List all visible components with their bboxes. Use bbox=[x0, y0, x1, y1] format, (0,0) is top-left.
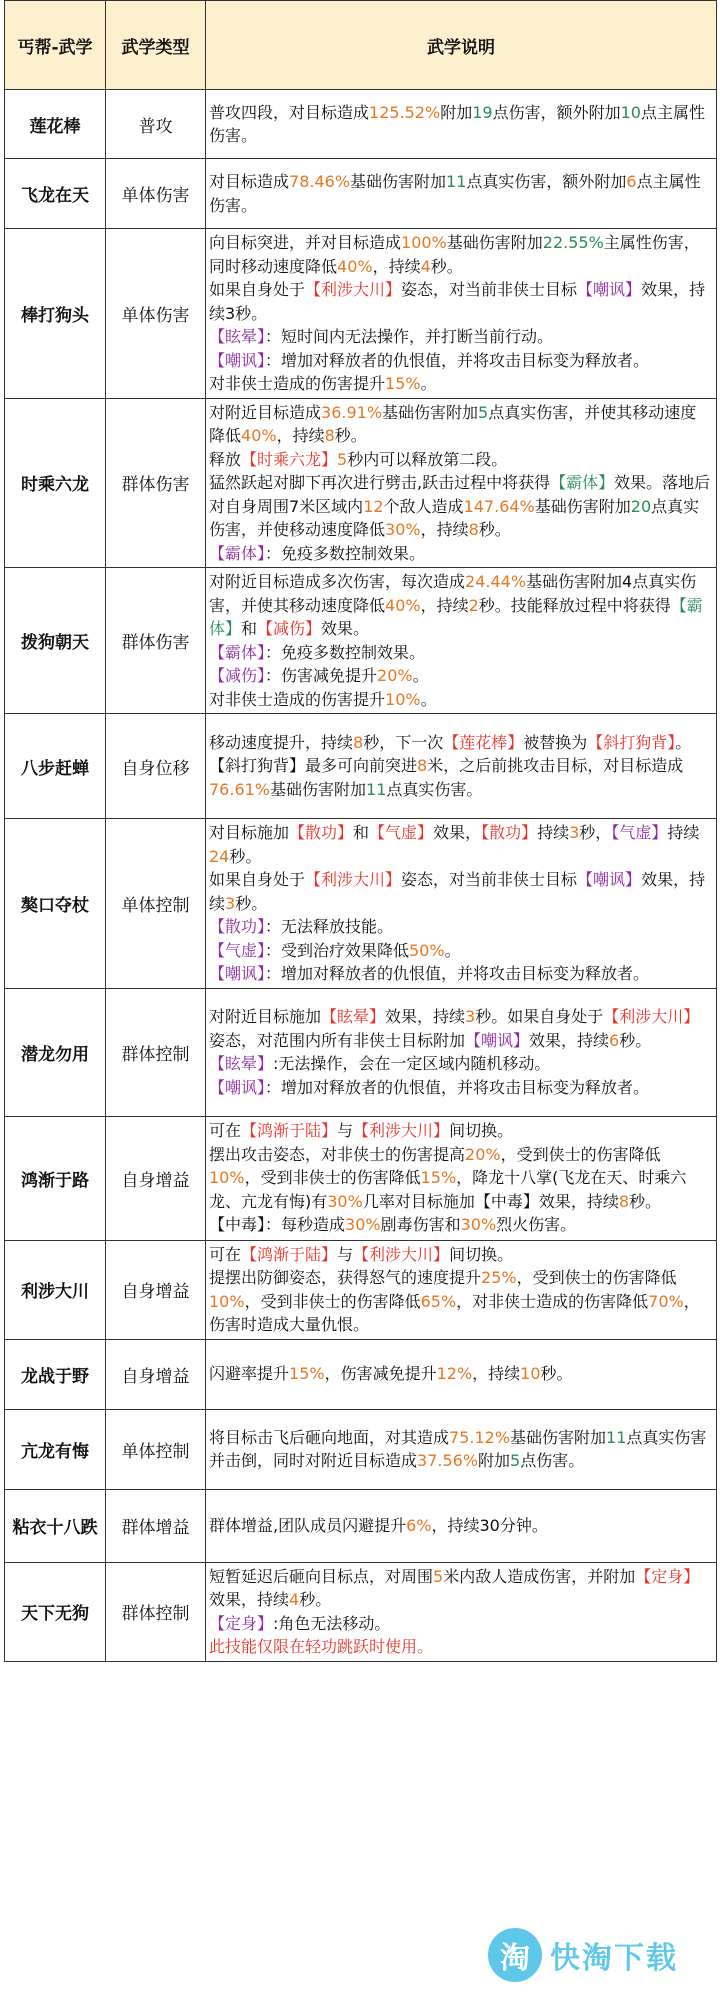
description-segment: 12% bbox=[436, 1364, 473, 1384]
description-segment: 8 bbox=[618, 1191, 630, 1211]
description-segment: 点主属性伤害。 bbox=[209, 102, 705, 145]
description-segment: 8 bbox=[353, 732, 364, 752]
description-segment: 点伤害。 bbox=[520, 1451, 585, 1470]
description-segment: ：增加对释放者的仇恨值，并将攻击目标变为释放者。 bbox=[265, 350, 650, 370]
description-segment: 释放 bbox=[209, 449, 242, 469]
description-segment: 36.91% bbox=[321, 402, 383, 422]
description-segment: 猛然跃起对脚下再次进行劈击,跃击过程中将获得 bbox=[209, 473, 551, 492]
description-segment: 。 bbox=[675, 732, 692, 752]
description-segment: 。 bbox=[412, 666, 429, 685]
description-segment: 姿态，对当前非侠士目标 bbox=[401, 280, 578, 299]
skill-description bbox=[206, 159, 717, 229]
description-segment: 【鸿渐于陆】 bbox=[241, 1244, 338, 1264]
skill-name: 獒口夺杖 bbox=[5, 819, 106, 989]
description-segment: 普攻四段，对目标造成 bbox=[209, 102, 370, 122]
header-skill-desc: 武学说明 bbox=[206, 1, 717, 90]
description-segment: 点真实伤害并击倒，同时对附近目标造成 bbox=[209, 1427, 707, 1470]
skill-description bbox=[206, 229, 717, 399]
description-segment: 效果。 bbox=[321, 619, 370, 638]
description-segment: ，持续30分钟。 bbox=[431, 1515, 548, 1535]
description-segment: 11 bbox=[446, 172, 467, 191]
description-segment: 4 bbox=[289, 1590, 300, 1609]
description-segment: 可在 bbox=[209, 1244, 242, 1264]
description-segment: 基础伤害附加 bbox=[510, 1427, 607, 1447]
skill-name: 龙战于野 bbox=[5, 1339, 106, 1409]
description-segment: 对附近目标造成 bbox=[209, 402, 322, 422]
description-segment: 5 bbox=[478, 402, 489, 422]
description-segment: 6% bbox=[406, 1515, 432, 1535]
description-segment: 【眩晕】 bbox=[321, 1007, 386, 1026]
description-segment: 【霸体】 bbox=[209, 595, 703, 638]
description-segment: ，受到侠士的伤害降低 bbox=[516, 1268, 677, 1287]
description-segment: ，持续 bbox=[420, 595, 469, 615]
skill-name: 天下无狗 bbox=[5, 1562, 106, 1661]
skill-type: 自身增益 bbox=[106, 1339, 206, 1409]
description-segment: 【减伤】 bbox=[257, 619, 322, 638]
header-skill-type: 武学类型 bbox=[106, 1, 206, 90]
description-segment: 点主属性伤害。 bbox=[209, 172, 701, 215]
description-segment: 5 bbox=[337, 449, 348, 469]
description-segment: 3 bbox=[569, 823, 580, 842]
description-segment: 米，之后前挑攻击目标，对目标造成 bbox=[427, 756, 684, 776]
table-row bbox=[5, 229, 717, 399]
description-segment: 基础伤害附加 bbox=[534, 496, 631, 516]
description-segment: 秒，下一次 bbox=[363, 732, 444, 752]
description-segment: 几率对目标施加【中毒】效果，持续 bbox=[362, 1191, 619, 1211]
skills-table bbox=[4, 0, 717, 1662]
skill-type: 群体伤害 bbox=[106, 568, 206, 714]
description-segment: 20% bbox=[377, 666, 413, 685]
skill-type: 普攻 bbox=[106, 90, 206, 159]
skill-type: 单体控制 bbox=[106, 819, 206, 989]
description-segment: 【减伤】 bbox=[209, 666, 266, 685]
description-segment: 姿态，对当前非侠士目标 bbox=[401, 870, 578, 889]
description-segment: :角色无法移动。 bbox=[273, 1613, 391, 1633]
description-segment: 点真实伤害，并使移动速度降低 bbox=[209, 496, 700, 539]
description-segment: 【斜打狗背】 bbox=[587, 732, 676, 752]
watermark-text: 快淘下载 bbox=[550, 1941, 678, 1976]
description-segment: 【利涉大川】 bbox=[353, 1121, 450, 1141]
description-segment: 附加 bbox=[478, 1451, 511, 1470]
description-segment: 对非侠士造成的伤害提升 bbox=[209, 374, 386, 393]
description-segment: 【嘲讽】 bbox=[577, 280, 642, 299]
description-segment: 8 bbox=[468, 520, 479, 539]
description-segment: 持续 bbox=[537, 823, 570, 842]
description-segment: 40% bbox=[385, 595, 421, 615]
description-segment: 秒。 bbox=[629, 1191, 662, 1211]
skill-name: 时乘六龙 bbox=[5, 398, 106, 568]
description-segment: ：增加对释放者的仇恨值，并将攻击目标变为释放者。 bbox=[265, 964, 650, 983]
description-segment: 19 bbox=[472, 102, 493, 122]
skill-type: 群体伤害 bbox=[106, 398, 206, 568]
skill-name: 利涉大川 bbox=[5, 1240, 106, 1339]
description-segment: ，持续 bbox=[420, 520, 469, 539]
description-segment: 78.46% bbox=[289, 172, 351, 191]
table-row bbox=[5, 714, 717, 819]
description-segment: 【利涉大川】 bbox=[353, 1244, 450, 1264]
description-segment: 20 bbox=[630, 496, 652, 516]
skill-name: 拨狗朝天 bbox=[5, 568, 106, 714]
skill-description bbox=[206, 1562, 717, 1661]
description-segment: 闪避率提升 bbox=[209, 1364, 290, 1384]
description-segment: ，降龙十八掌(飞龙在天、时乘六龙、亢龙有悔)有 bbox=[209, 1168, 687, 1211]
description-segment: 与 bbox=[337, 1244, 354, 1264]
description-segment: 【眩晕】 bbox=[209, 1054, 274, 1073]
description-segment: ：增加对释放者的仇恨值，并将攻击目标变为释放者。 bbox=[265, 1077, 650, 1097]
description-segment: 和 bbox=[353, 823, 370, 842]
description-segment: 效果，持续 bbox=[385, 1007, 466, 1026]
description-segment: 【斜打狗背】最多可向前突进 bbox=[209, 756, 418, 776]
table-row bbox=[5, 988, 717, 1116]
description-segment: ，持续 bbox=[276, 426, 325, 445]
description-segment: 10 bbox=[620, 102, 641, 122]
description-segment: 【散功】 bbox=[481, 823, 538, 842]
skill-type: 自身增益 bbox=[106, 1240, 206, 1339]
skill-type: 单体伤害 bbox=[106, 159, 206, 229]
description-segment: 对附近目标施加 bbox=[209, 1007, 322, 1026]
description-segment: 对附近目标造成多次伤害，每次造成 bbox=[209, 572, 466, 591]
description-segment: 5 bbox=[510, 1451, 521, 1470]
description-segment: 【霸体】 bbox=[209, 543, 266, 563]
description-segment: ，伤害减免提升 bbox=[324, 1364, 437, 1384]
description-segment: 5 bbox=[433, 1566, 444, 1586]
skill-type: 群体控制 bbox=[106, 988, 206, 1116]
table-row bbox=[5, 1240, 717, 1339]
watermark-logo-icon: 淘 bbox=[488, 1928, 542, 1982]
description-segment: ：免疫多数控制效果。 bbox=[265, 642, 426, 662]
description-segment: 点伤害，额外附加 bbox=[492, 102, 621, 122]
header-sect-skill: 丐帮-武学 bbox=[5, 1, 106, 90]
description-segment: 【散功】 bbox=[289, 823, 354, 842]
description-segment: 基础伤害附加 bbox=[270, 779, 367, 799]
description-segment: 【霸体】 bbox=[550, 473, 615, 492]
skill-type: 单体控制 bbox=[106, 1409, 206, 1489]
skill-description bbox=[206, 988, 717, 1116]
description-segment: 【利涉大川】 bbox=[305, 870, 402, 889]
description-segment: 短暂延迟后砸向目标点，对周围 bbox=[209, 1566, 434, 1586]
description-segment: 40% bbox=[241, 426, 277, 445]
description-segment: 【嘲讽】 bbox=[465, 1030, 530, 1050]
description-segment: 15% bbox=[385, 374, 421, 393]
skill-type: 群体控制 bbox=[106, 1562, 206, 1661]
skill-name: 潜龙勿用 bbox=[5, 988, 106, 1116]
description-segment: 群体增益,团队成员闪避提升 bbox=[209, 1515, 407, 1535]
skill-description bbox=[206, 398, 717, 568]
description-segment: 如果自身处于 bbox=[209, 870, 306, 889]
description-segment: 可在 bbox=[209, 1121, 242, 1141]
description-segment: 效果，持续 bbox=[209, 870, 706, 913]
description-segment: 【嘲讽】 bbox=[209, 350, 266, 370]
table-row bbox=[5, 398, 717, 568]
description-segment: 4 bbox=[420, 256, 431, 276]
description-segment: 附加 bbox=[440, 102, 473, 122]
description-segment: 秒。 bbox=[299, 1590, 332, 1609]
table-row bbox=[5, 159, 717, 229]
table-row bbox=[5, 819, 717, 989]
description-segment: 【定身】 bbox=[635, 1566, 700, 1586]
description-segment: 秒。 bbox=[430, 256, 463, 276]
watermark bbox=[488, 1922, 710, 1988]
description-segment: 个敌人造成 bbox=[383, 496, 464, 516]
description-segment: 65% bbox=[420, 1291, 457, 1311]
table-row bbox=[5, 1409, 717, 1489]
description-segment: 米内敌人造成伤害，并附加 bbox=[443, 1566, 636, 1586]
description-segment: 摆出攻击姿态，对非侠士的伤害提高 bbox=[209, 1144, 466, 1164]
skill-name: 莲花棒 bbox=[5, 90, 106, 159]
description-segment: 主属性伤害，同时移动速度降低 bbox=[209, 233, 700, 276]
description-segment: 10% bbox=[209, 1168, 245, 1188]
description-segment: ，持续 bbox=[372, 256, 421, 276]
description-segment: 30% bbox=[460, 1215, 497, 1235]
description-segment: 秒。 bbox=[478, 520, 511, 539]
table-row bbox=[5, 1562, 717, 1661]
description-segment: 6 bbox=[626, 172, 637, 191]
description-segment: 22.55% bbox=[542, 233, 604, 252]
description-segment: 37.56% bbox=[417, 1451, 479, 1470]
description-segment: 【利涉大川】 bbox=[603, 1007, 700, 1026]
description-segment: 对非侠士造成的伤害提升 bbox=[209, 689, 386, 709]
description-segment: 24.44% bbox=[465, 572, 527, 591]
description-segment: 【气虚】 bbox=[369, 823, 434, 842]
description-segment: 50% bbox=[409, 940, 445, 960]
description-segment: 对目标施加 bbox=[209, 823, 290, 842]
description-segment: 20% bbox=[465, 1144, 501, 1164]
skill-description bbox=[206, 1339, 717, 1409]
description-segment: ：免疫多数控制效果。 bbox=[265, 543, 426, 563]
description-segment: 效果，持续 bbox=[529, 1030, 610, 1050]
description-segment: 效果， bbox=[433, 823, 482, 842]
description-segment: 40% bbox=[337, 256, 373, 276]
description-segment: 秒。 bbox=[229, 846, 262, 866]
description-segment: 【眩晕】 bbox=[209, 327, 266, 346]
description-segment: 3 bbox=[465, 1007, 476, 1026]
description-segment: 【嘲讽】 bbox=[209, 1077, 266, 1097]
description-segment: 12 bbox=[363, 496, 384, 516]
description-segment: 将目标击飞后砸向地面，对其造成 bbox=[209, 1427, 450, 1447]
description-segment: 【中毒】：每秒造成 bbox=[209, 1215, 346, 1235]
description-segment: 30% bbox=[345, 1215, 381, 1235]
table-header-row bbox=[5, 1, 717, 90]
description-segment: 25% bbox=[481, 1268, 517, 1287]
description-segment: 基础伤害附加4点真实伤害，并使其移动速度降低 bbox=[209, 572, 697, 615]
description-segment: 秒。 bbox=[235, 893, 268, 913]
description-segment: 秒。 bbox=[540, 1364, 573, 1384]
skill-name: 粘衣十八跌 bbox=[5, 1489, 106, 1562]
description-segment: 125.52% bbox=[369, 102, 441, 122]
description-segment: 点真实伤害，额外附加 bbox=[466, 172, 627, 191]
description-segment: ，受到非侠士的伤害降低 bbox=[244, 1291, 421, 1311]
description-segment: 15% bbox=[289, 1364, 325, 1384]
description-segment: 与 bbox=[337, 1121, 354, 1141]
description-segment: ，对非侠士造成的伤害降低 bbox=[456, 1291, 649, 1311]
description-segment: 和 bbox=[241, 619, 258, 638]
description-segment: 效果。落地后对自身周围7米区域内 bbox=[209, 473, 711, 516]
description-segment: 【霸体】 bbox=[209, 642, 266, 662]
description-segment: 【鸿渐于陆】 bbox=[241, 1121, 338, 1141]
description-segment: 秒内可以释放第二段。 bbox=[347, 449, 508, 469]
description-segment: 点真实伤害，并使其移动速度降低 bbox=[209, 402, 697, 445]
description-segment: 70% bbox=[648, 1291, 684, 1311]
skill-type: 自身位移 bbox=[106, 714, 206, 819]
table-row bbox=[5, 568, 717, 714]
skill-type: 单体伤害 bbox=[106, 229, 206, 399]
description-segment: 10 bbox=[520, 1364, 541, 1384]
description-segment: 持续 bbox=[667, 823, 700, 842]
description-segment: ：伤害减免提升 bbox=[265, 666, 378, 685]
description-segment: 10% bbox=[385, 689, 421, 709]
description-segment: ，受到非侠士的伤害降低 bbox=[244, 1168, 421, 1188]
description-segment: 提摆出防御姿态，获得怒气的速度提升 bbox=[209, 1268, 482, 1287]
description-segment: ：无法释放技能。 bbox=[265, 917, 394, 936]
description-segment: 间切换。 bbox=[449, 1244, 514, 1264]
description-segment: 15% bbox=[420, 1168, 457, 1188]
description-segment: 【气虚】 bbox=[611, 823, 668, 842]
description-segment: 100% bbox=[401, 233, 447, 252]
description-segment: 烈火伤害。 bbox=[496, 1215, 577, 1235]
table-row bbox=[5, 90, 717, 159]
skill-name: 亢龙有悔 bbox=[5, 1409, 106, 1489]
description-segment: 移动速度提升，持续 bbox=[209, 732, 354, 752]
description-segment: 对目标造成 bbox=[209, 172, 290, 191]
description-segment: 基础伤害附加 bbox=[350, 172, 447, 191]
description-segment: 点真实伤害。 bbox=[386, 779, 483, 799]
description-segment: 30% bbox=[385, 520, 421, 539]
description-segment: 间切换。 bbox=[449, 1121, 514, 1141]
description-segment: 【定身】 bbox=[209, 1613, 274, 1633]
description-segment: 秒。 bbox=[619, 1030, 652, 1050]
skill-type: 自身增益 bbox=[106, 1116, 206, 1240]
skill-description bbox=[206, 714, 717, 819]
table-row bbox=[5, 1116, 717, 1240]
description-segment: 10% bbox=[209, 1291, 245, 1311]
description-segment: 基础伤害附加 bbox=[446, 233, 543, 252]
description-segment: ：短时间内无法操作，并打断当前行动。 bbox=[265, 327, 554, 346]
description-segment: 8 bbox=[324, 426, 335, 445]
description-segment: 秒。 bbox=[334, 426, 367, 445]
description-segment: 姿态，对范围内所有非侠士目标附加 bbox=[209, 1030, 466, 1050]
description-segment: 11 bbox=[606, 1427, 627, 1447]
description-segment: 向目标突进，并对目标造成 bbox=[209, 233, 402, 252]
skill-description bbox=[206, 1116, 717, 1240]
skill-description bbox=[206, 1240, 717, 1339]
skill-name: 棒打狗头 bbox=[5, 229, 106, 399]
description-segment: 效果，持续3秒。 bbox=[209, 280, 706, 323]
description-segment: ，持续 bbox=[472, 1364, 521, 1384]
description-segment: 被替换为 bbox=[523, 732, 588, 752]
description-segment: 秒。如果自身处于 bbox=[475, 1007, 604, 1026]
description-segment: 剧毒伤害和 bbox=[380, 1215, 461, 1235]
skill-description bbox=[206, 1409, 717, 1489]
skill-description bbox=[206, 568, 717, 714]
description-segment: 3 bbox=[225, 893, 236, 913]
table-row bbox=[5, 1489, 717, 1562]
description-segment: ，受到侠士的伤害降低 bbox=[500, 1144, 661, 1164]
description-segment: :无法操作，会在一定区域内随机移动。 bbox=[273, 1054, 551, 1073]
description-segment: 秒， bbox=[579, 823, 612, 842]
description-segment: 【时乘六龙】 bbox=[241, 449, 338, 469]
description-segment: 。 bbox=[444, 940, 461, 960]
skill-description bbox=[206, 1489, 717, 1562]
description-segment: 【气虚】 bbox=[209, 940, 266, 960]
description-segment: 。 bbox=[420, 689, 437, 709]
description-segment: 11 bbox=[366, 779, 387, 799]
skill-type: 群体增益 bbox=[106, 1489, 206, 1562]
description-segment: 8 bbox=[417, 756, 428, 776]
description-segment: 76.61% bbox=[209, 779, 271, 799]
skill-name: 飞龙在天 bbox=[5, 159, 106, 229]
skill-description bbox=[206, 819, 717, 989]
description-segment: 【莲花棒】 bbox=[443, 732, 524, 752]
description-segment: 147.64% bbox=[463, 496, 535, 516]
description-segment: 30% bbox=[327, 1191, 363, 1211]
description-segment: 2 bbox=[468, 595, 479, 615]
description-segment: 。 bbox=[420, 374, 437, 393]
description-segment: 24 bbox=[209, 846, 230, 866]
description-segment: 如果自身处于 bbox=[209, 280, 306, 299]
description-segment: 【散功】 bbox=[209, 917, 266, 936]
table-row bbox=[5, 1339, 717, 1409]
skill-name: 鸿渐于路 bbox=[5, 1116, 106, 1240]
description-segment: ，伤害时造成大量仇恨。 bbox=[209, 1291, 700, 1334]
description-segment: 此技能仅限在轻功跳跃时使用。 bbox=[209, 1637, 434, 1656]
description-segment: 效果，持续 bbox=[209, 1590, 290, 1609]
description-segment: ：受到治疗效果降低 bbox=[265, 940, 410, 960]
description-segment: 75.12% bbox=[449, 1427, 511, 1447]
skill-name: 八步赶蝉 bbox=[5, 714, 106, 819]
description-segment: 基础伤害附加 bbox=[382, 402, 479, 422]
description-segment: 【嘲讽】 bbox=[209, 964, 266, 983]
skill-description bbox=[206, 90, 717, 159]
description-segment: 【嘲讽】 bbox=[577, 870, 642, 889]
description-segment: 【利涉大川】 bbox=[305, 280, 402, 299]
description-segment: 秒。技能释放过程中将获得 bbox=[478, 595, 671, 615]
description-segment: 6 bbox=[609, 1030, 620, 1050]
